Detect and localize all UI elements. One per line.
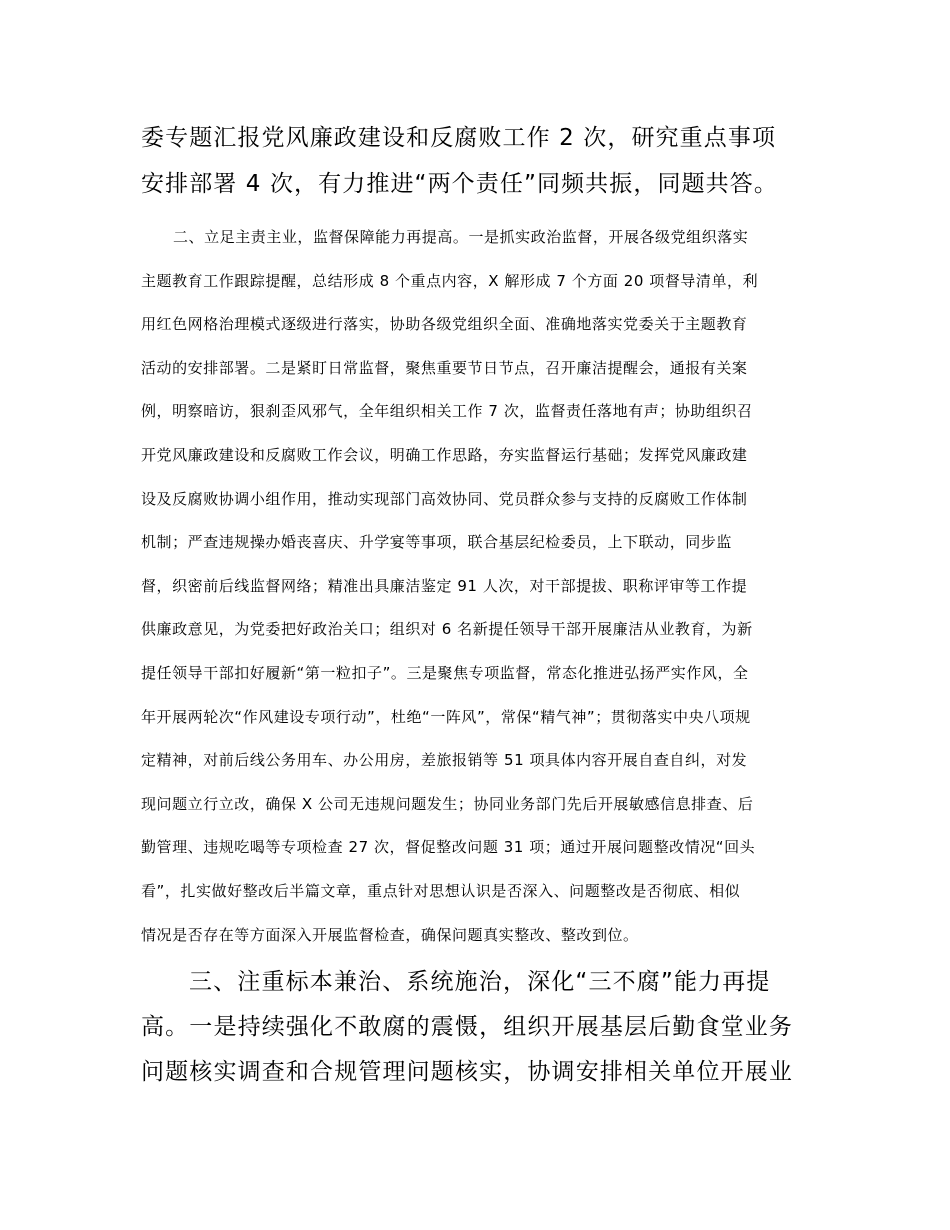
text-line: 现问题立行立改，确保 X 公司无违规问题发生；协同业务部门先后开展敏感信息排查、后 [141, 794, 754, 813]
text-line: 二、立足主责主业，监督保障能力再提高。一是抓实政治监督，开展各级党组织落实 [173, 228, 749, 246]
text-line: 情况是否存在等方面深入开展监督检查，确保问题真实整改、整改到位。 [141, 925, 639, 944]
text-line: 主题教育工作跟踪提醒，总结形成 8 个重点内容，X 解形成 7 个方面 20 项督导清单，利 [141, 271, 759, 290]
text-line: 机制；严查违规操办婚丧喜庆、升学宴等事项，联合基层纪检委员，上下联动，同步监 [141, 533, 732, 552]
text-line: 督，织密前后线监督网络；精准出具廉洁鉴定 91 人次，对干部提拔、职称评审等工作提 [141, 576, 748, 595]
text-line: 安排部署 4 次，有力推进“两个责任”同频共振，同题共答。 [141, 171, 778, 197]
text-line: 提任领导干部扣好履新“第一粒扣子”。三是聚焦专项监督，常态化推进弘扬严实作风，全 [141, 663, 749, 682]
paragraph-top [141, 115, 811, 207]
text-line: 高。一是持续强化不敢腐的震慑，组织开展基层后勤食堂业务 [141, 1014, 794, 1040]
text-line: 定精神，对前后线公务用车、办公用房，差旅报销等 51 项具体内容开展自查自纠，对发 [141, 751, 748, 770]
text-line: 设及反腐败协调小组作用，推动实现部门高效协同、党员群众参与支持的反腐败工作体制 [141, 489, 748, 508]
text-line: 活动的安排部署。二是紧盯日常监督，聚焦重要节日节点，召开廉洁提醒会，通报有关案 [141, 358, 748, 377]
text-line: 委专题汇报党风廉政建设和反腐败工作 2 次，研究重点事项 [141, 125, 777, 151]
text-line: 勤管理、违规吃喝等专项检查 27 次，督促整改问题 31 项；通过开展问题整改情况“回头 [141, 838, 756, 857]
text-line: 问题核实调查和合规管理问题核实，协调安排相关单位开展业 [141, 1059, 794, 1085]
text-line: 供廉政意见，为党委把好政治关口；组织对 6 名新提任领导干部开展廉洁从业教育，为新 [141, 620, 753, 639]
text-line: 开党风廉政建设和反腐败工作会议，明确工作思路，夯实监督运行基础；发挥党风廉政建 [141, 445, 748, 464]
text-line: 三、注重标本兼治、系统施治，深化“三不腐”能力再提 [189, 969, 771, 995]
paragraph-middle [141, 216, 811, 957]
text-line: 看”，扎实做好整改后半篇文章，重点针对思想认识是否深入、问题整改是否彻底、相似 [141, 881, 741, 900]
text-line: 例，明察暗访，狠刹歪风邪气，全年组织相关工作 7 次，监督责任落地有声；协助组织召 [141, 402, 753, 421]
text-line: 用红色网格治理模式逐级进行落实，协助各级党组织全面、准确地落实党委关于主题教育 [141, 315, 748, 334]
paragraph-bottom [141, 960, 811, 1095]
text-line: 年开展两轮次“作风建设专项行动”，杜绝“一阵风”，常保“精气神”；贯彻落实中央八项规 [141, 707, 751, 726]
